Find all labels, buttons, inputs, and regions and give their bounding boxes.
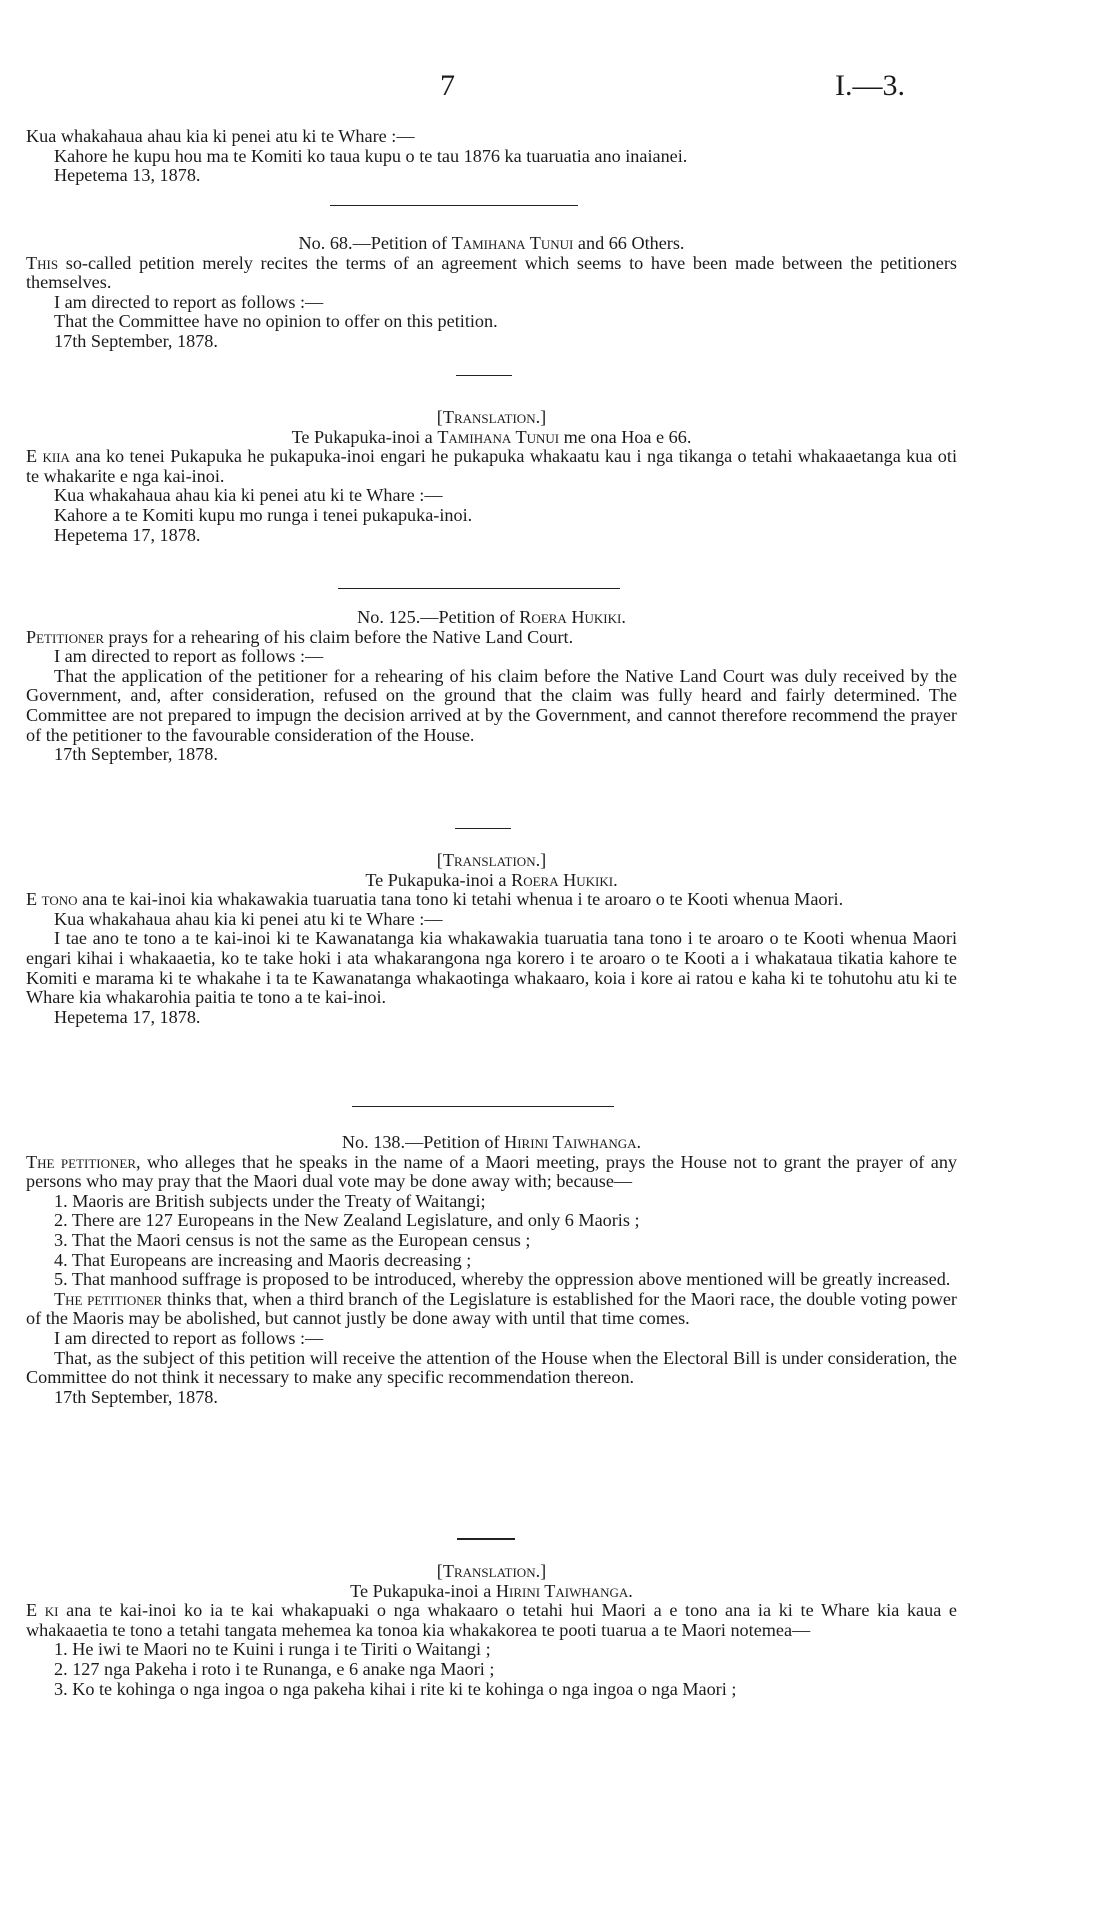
date-line: 17th September, 1878. (54, 330, 218, 351)
paragraph: I am directed to report as follows :— (54, 646, 324, 667)
section-petition-68 (26, 234, 957, 352)
section-heading: No. 125.—Petition of Roera Hukiki. (357, 607, 626, 627)
paragraph: E tono ana te kai-inoi kia whakawakia tuaruatia tana tono ki tetahi whenua i te aroaro o te Kooti whenua Maori. (26, 889, 844, 910)
small-caps-text: E ki (26, 1600, 59, 1621)
paragraph: The petitioner thinks that, when a third branch of the Legislature is established for the Maori race, the double voting power of the Maoris may be abolished, but cannot justly be done away with until that time comes. (26, 1288, 957, 1329)
page-number: 7 (440, 69, 455, 102)
paragraph: That, as the subject of this petition will receive the attention of the House when the Electoral Bill is under consideration, the Committee do not think it necessary to make any specific recommendation thereon. (26, 1347, 957, 1388)
paragraph: Kahore he kupu hou ma te Komiti ko taua kupu o te tau 1876 ka tuaruatia ano inaianei. (54, 145, 688, 166)
section-divider (456, 375, 512, 376)
section-heading: Te Pukapuka-inoi a Tamihana Tunui me ona Hoa e 66. (291, 426, 692, 447)
list-item: 4. That Europeans are increasing and Maoris decreasing ; (54, 1249, 472, 1270)
section-divider (338, 588, 620, 589)
paragraph: That the application of the petitioner for a rehearing of his claim before the Native Land Court was duly received by the Government, and, after consideration, refused on the ground that the claim was fully heard and fairly determined. The Committee are not prepared to impugn the decision arrived at by the Government, and cannot therefore recommend the prayer of the petitioner to the favourable consideration of the House. (26, 665, 957, 745)
section-divider (352, 1106, 614, 1107)
paragraph: I am directed to report as follows :— (54, 291, 324, 312)
small-caps-text: Hirini Taiwhanga (495, 1580, 629, 1601)
list-item: 1. Maoris are British subjects under the Treaty of Waitangi; (54, 1190, 486, 1211)
list-item: 3. That the Maori census is not the same as the European census ; (54, 1229, 531, 1250)
small-caps-text: This (26, 252, 59, 273)
document-reference: I.—3. (835, 69, 905, 102)
paragraph: Kua whakahaua ahau kia ki penei atu ki te Whare :— (54, 908, 443, 929)
section-heading: Te Pukapuka-inoi a Hirini Taiwhanga. (350, 1580, 633, 1601)
small-caps-text: Translation (442, 1561, 536, 1581)
small-caps-text: Hirini Taiwhanga (504, 1132, 637, 1152)
paragraph: E ki ana te kai-inoi ko ia te kai whakapuaki o nga whakaaro o tetahi hui Maori a e tono ana ia ki te Whare kia kaua e whakaaetia te tono a tetahi tangata mehemea ka tonoa kia whakakorea te pooti tuarua a te Maori notemea— (26, 1600, 958, 1640)
list-item: 3. Ko te kohinga o nga ingoa o nga pakeha kihai i rite ki te kohinga o nga ingoa o nga Maori ; (54, 1678, 737, 1699)
small-caps-text: The petitioner (54, 1288, 163, 1309)
small-caps-text: Translation (442, 407, 536, 427)
section-heading: Te Pukapuka-inoi a Roera Hukiki. (365, 869, 618, 890)
paragraph: The petitioner, who alleges that he speaks in the name of a Maori meeting, prays the House not to grant the prayer of any persons who may pray that the Maori dual vote may be done away with; because— (26, 1151, 958, 1192)
paragraph: Kahore a te Komiti kupu mo runga i tenei pukapuka-inoi. (54, 504, 473, 525)
date-line: 17th September, 1878. (54, 744, 218, 765)
paragraph: E kiia ana ko tenei Pukapuka he pukapuka-inoi engari he pukapuka whakaatu kau i nga tikanga o tetahi whakaaetanga kua oti te whakarite e nga kai-inoi. (26, 446, 958, 486)
paragraph: Kua whakahaua ahau kia ki penei atu ki te Whare :— (26, 126, 415, 146)
list-item: 2. 127 nga Pakeha i roto i te Runanga, e 6 anake nga Maori ; (54, 1658, 495, 1679)
paragraph: This so-called petition merely recites the terms of an agreement which seems to have been made between the petitioners themselves. (26, 252, 957, 293)
paragraph: Kua whakahaua ahau kia ki penei atu ki te Whare :— (54, 485, 443, 506)
section-translation-125 (26, 851, 957, 1027)
paragraph: I tae ano te tono a te kai-inoi ki te Kawanatanga kia whakawakia tuaruatia tana tono i te aroaro o te Kooti whenua Maori engari kihai i whakaaetia, ko te take hoki i ata whakarangona nga korero i te aroaro o te Kooti a i whakataua tikatia kahore te Komiti e marama ki te whakahe i ta te Kawanatanga whakaotinga whakaaro, koia i kore ai ratou e kaha ki te tohutohu atu ki te Whare kia whakarohia paitia te tono a te kai-inoi. (26, 928, 957, 1008)
section-heading: No. 68.—Petition of Tamihana Tunui and 66 Others. (298, 233, 685, 253)
list-item: 5. That manhood suffrage is proposed to be introduced, whereby the oppression above mentioned will be greatly increased. (54, 1269, 951, 1290)
section-petition-125 (26, 608, 957, 765)
small-caps-text: Petitioner (26, 626, 104, 647)
paragraph: That the Committee have no opinion to offer on this petition. (54, 311, 498, 332)
section-divider (330, 205, 578, 206)
section-heading: No. 138.—Petition of Hirini Taiwhanga. (341, 1132, 642, 1152)
date-line: Hepetema 17, 1878. (54, 524, 201, 545)
small-caps-text: Roera Hukiki (511, 869, 614, 890)
section-opening (26, 127, 957, 186)
small-caps-text: The petitioner (26, 1151, 137, 1172)
section-petition-138 (26, 1133, 957, 1407)
section-divider (457, 1538, 515, 1540)
translation-label: [Translation.] (436, 1561, 547, 1581)
translation-label: [Translation.] (436, 407, 547, 427)
small-caps-text: Translation (442, 850, 536, 870)
paragraph: I am directed to report as follows :— (54, 1327, 324, 1348)
translation-label: [Translation.] (436, 850, 547, 870)
section-divider (455, 828, 511, 829)
date-line: Hepetema 17, 1878. (54, 1006, 201, 1027)
list-item: 2. There are 127 Europeans in the New Zealand Legislature, and only 6 Maoris ; (54, 1210, 640, 1231)
date-line: 17th September, 1878. (54, 1386, 218, 1407)
small-caps-text: E kiia (26, 446, 70, 467)
paragraph: Petitioner prays for a rehearing of his claim before the Native Land Court. (26, 626, 574, 647)
small-caps-text: E tono (26, 889, 78, 910)
small-caps-text: Tamihana Tunui (451, 233, 574, 253)
list-item: 1. He iwi te Maori no te Kuini i runga i te Tiriti o Waitangi ; (54, 1639, 491, 1660)
date-line: Hepetema 13, 1878. (54, 165, 201, 186)
section-translation-138 (26, 1562, 957, 1699)
small-caps-text: Roera Hukiki (519, 607, 622, 627)
small-caps-text: Tamihana Tunui (437, 426, 560, 447)
section-translation-68 (26, 408, 957, 545)
